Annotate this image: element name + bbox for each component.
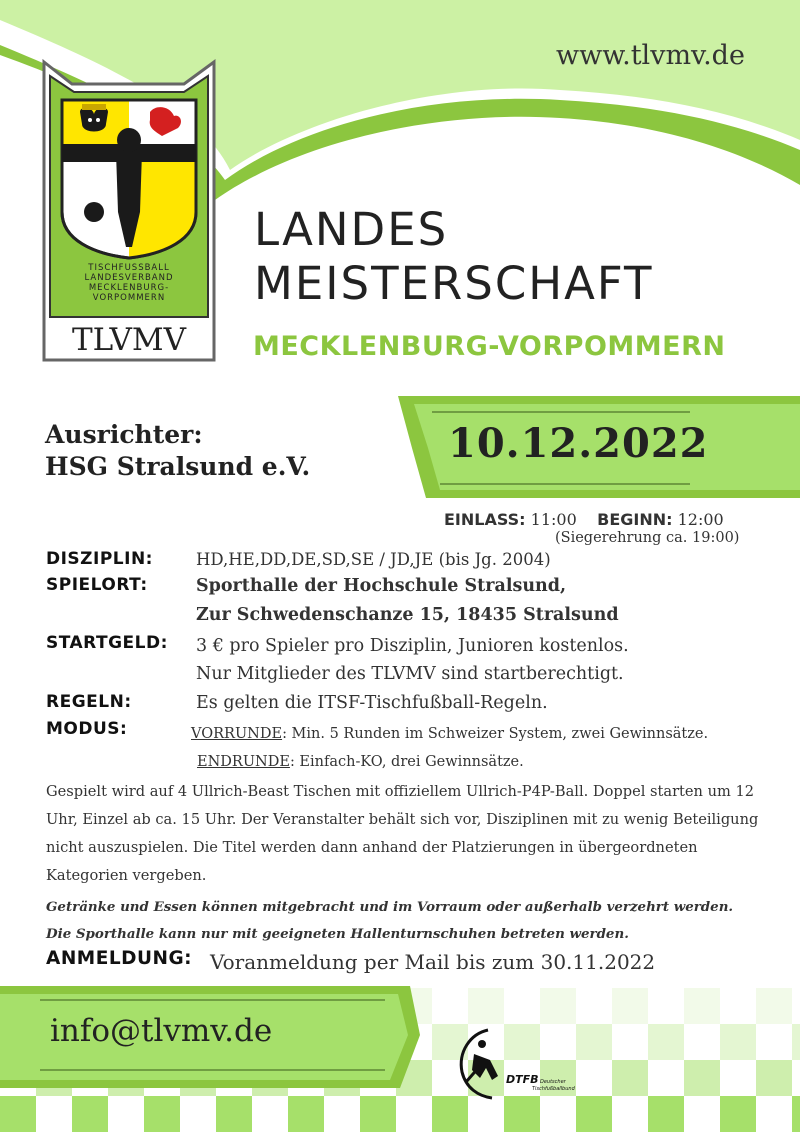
disziplin-value: HD,HE,DD,DE,SD,SE / JD,JE (bis Jg. 2004) — [196, 550, 551, 569]
checker-square — [720, 1096, 756, 1132]
vorrunde-label: VORRUNDE — [191, 726, 283, 742]
spielort-line1: Sporthalle der Hochschule Stralsund, — [196, 576, 567, 596]
checker-square — [72, 1096, 108, 1132]
vorrunde-line — [191, 726, 708, 742]
info-paragraph: Gespielt wird auf 4 Ullrich-Beast Tischen mit offiziellem Ullrich-P4P-Ball. Doppel starten um 12 Uhr, Einzel ab ca. 15 Uhr. Der Veranstalter behält sich vor, Disziplinen mit zu wenig Beteiligung nicht auszuspielen. Die Titel werden dann anhand der Platzierungen in übergeordneten Kategorien vergeben. — [46, 783, 759, 884]
checker-square — [576, 1096, 612, 1132]
checker-square — [648, 1024, 684, 1060]
dtfb-name-line1: Deutscher — [540, 1079, 566, 1085]
logo-line3: MECKLENBURG- — [88, 283, 170, 293]
checker-square — [216, 1096, 252, 1132]
contact-email[interactable]: info@tlvmv.de — [50, 1013, 273, 1049]
ceremony-time: (Siegerehrung ca. 19:00) — [555, 530, 740, 546]
checker-square — [288, 1096, 324, 1132]
vorrunde-text: : Min. 5 Runden im Schweizer System, zwei Gewinnsätze. — [282, 726, 709, 742]
checker-square — [792, 1024, 800, 1060]
checker-square — [504, 1024, 540, 1060]
checker-square — [504, 1096, 540, 1132]
checker-square — [144, 1096, 180, 1132]
checker-square — [756, 1060, 792, 1096]
entry-times — [444, 510, 724, 529]
logo-line1: TISCHFUSSBALL — [88, 263, 170, 273]
startgeld-line2: Nur Mitglieder des TLVMV sind startberechtigt. — [196, 664, 624, 684]
endrunde-text: : Einfach-KO, drei Gewinnsätze. — [289, 754, 524, 770]
beginn-time: 12:00 — [677, 510, 724, 529]
checker-square — [576, 1024, 612, 1060]
dtfb-name-line2: Tischfußballbund — [532, 1086, 575, 1092]
checker-square — [684, 1060, 720, 1096]
anmeldung-value: Voranmeldung per Mail bis zum 30.11.2022 — [210, 950, 656, 974]
regeln-label: REGELN: — [46, 692, 132, 712]
startgeld-label: STARTGELD: — [46, 633, 168, 653]
logo-line4: VORPOMMERN — [92, 293, 166, 303]
checker-square — [612, 1060, 648, 1096]
beginn-label: BEGINN: — [597, 510, 673, 529]
checker-square — [612, 988, 648, 1024]
tlvmv-logo — [44, 62, 214, 360]
checker-square — [756, 988, 792, 1024]
endrunde-line — [197, 754, 524, 770]
disziplin-label: DISZIPLIN: — [46, 549, 153, 569]
modus-label: MODUS: — [46, 719, 128, 739]
note-shoes: Die Sporthalle kann nur mit geeigneten Hallenturnschuhen betreten werden. — [46, 926, 629, 942]
subtitle: MECKLENBURG-VORPOMMERN — [253, 331, 726, 362]
logo-line2: LANDESVERBAND — [84, 273, 174, 283]
einlass-time: 11:00 — [530, 510, 577, 529]
logo-abbrev: TLVMV — [71, 322, 187, 358]
startgeld-line1: 3 € pro Spieler pro Disziplin, Junioren kostenlos. — [196, 636, 629, 656]
checker-square — [792, 1096, 800, 1132]
checker-square — [432, 1096, 468, 1132]
einlass-label: EINLASS: — [444, 510, 526, 529]
note-food: Getränke und Essen können mitgebracht und im Vorraum oder außerhalb verzehrt werden. — [46, 899, 734, 915]
organizer-label: Ausrichter: — [45, 420, 203, 449]
anmeldung-label: ANMELDUNG: — [46, 948, 193, 969]
regeln-value: Es gelten die ITSF-Tischfußball-Regeln. — [196, 693, 548, 713]
event-date: 10.12.2022 — [448, 420, 709, 467]
endrunde-label: ENDRUNDE — [197, 754, 290, 770]
checker-square — [648, 1096, 684, 1132]
title-line2: MEISTERSCHAFT — [254, 257, 654, 310]
spielort-label: SPIELORT: — [46, 575, 148, 595]
title-line1: LANDES — [254, 203, 449, 256]
checker-square — [684, 988, 720, 1024]
checker-square — [468, 988, 504, 1024]
spielort-line2: Zur Schwedenschanze 15, 18435 Stralsund — [196, 605, 619, 625]
website-url[interactable]: www.tlvmv.de — [556, 40, 745, 71]
checker-square — [360, 1096, 396, 1132]
checker-square — [720, 1024, 756, 1060]
organizer-name: HSG Stralsund e.V. — [45, 452, 311, 481]
checker-square — [0, 1096, 36, 1132]
checker-square — [540, 988, 576, 1024]
dtfb-abbrev: DTFB — [506, 1073, 539, 1086]
